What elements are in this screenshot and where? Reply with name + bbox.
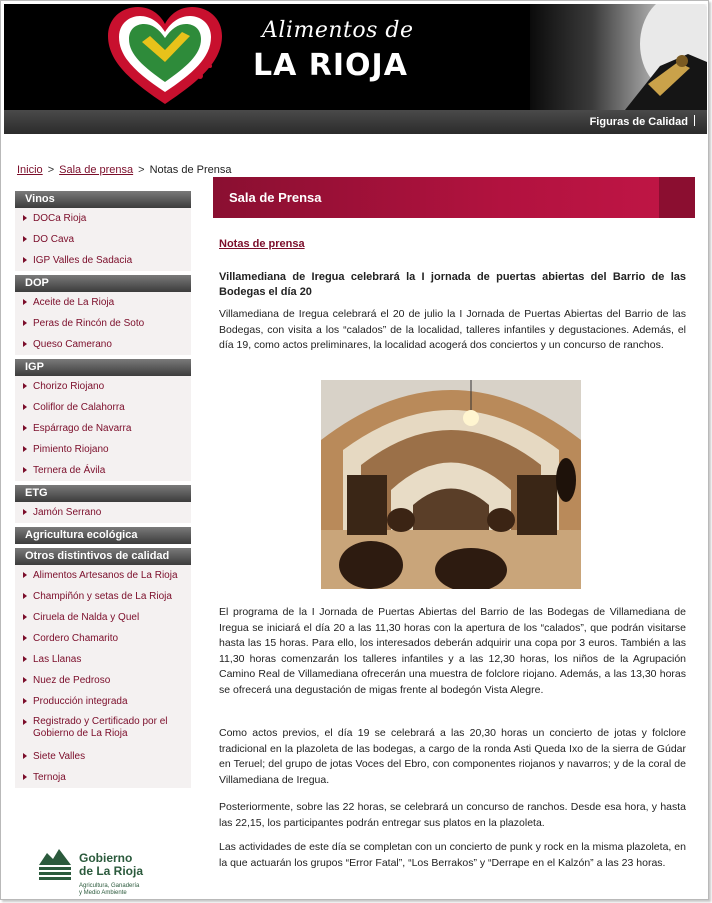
sidebar-item-las-llanas[interactable]: Las Llanas bbox=[15, 649, 191, 670]
article-paragraph: Villamediana de Iregua celebrará el 20 de julio la I Jornada de Puertas Abiertas del Barrio de las Bodegas, con visita a los “calados” de la localidad, talleres infantiles y degustaciones. Además, el día 19, como actos preliminares, la localidad acogerá dos conciertos y un concurso de ranchos. bbox=[219, 308, 686, 351]
breadcrumb-home-link[interactable]: Inicio bbox=[17, 164, 43, 176]
sidebar-item-siete-valles[interactable]: Siete Valles bbox=[15, 746, 191, 767]
heart-logo-icon[interactable] bbox=[102, 4, 228, 108]
wine-cellar-photo bbox=[321, 380, 581, 589]
sidebar-items-vinos bbox=[15, 208, 191, 271]
sidebar-item-doca-rioja[interactable]: DOCa Rioja bbox=[15, 208, 191, 229]
sidebar-category-agricultura-ecologica[interactable]: Agricultura ecológica bbox=[15, 527, 191, 544]
article-paragraph: Las actividades de este día se completan con un concierto de punk y rock en la misma plazoleta, en la que actuarán los grupos “Error Fatal”, “Los Berrakos” y “Derrape en el Kalzón” a las 23 horas. bbox=[219, 841, 686, 869]
sidebar-item-alimentos-artesanos[interactable]: Alimentos Artesanos de La Rioja bbox=[15, 565, 191, 586]
title-bar-tab bbox=[659, 177, 695, 218]
gobierno-name-line1: Gobierno bbox=[79, 851, 133, 865]
gobierno-name-line2: de La Rioja bbox=[79, 864, 144, 878]
page-title: Sala de Prensa bbox=[229, 190, 322, 205]
sidebar-item-queso-camerano[interactable]: Queso Camerano bbox=[15, 334, 191, 355]
bottle-illustration-icon bbox=[530, 4, 707, 110]
sidebar bbox=[15, 191, 191, 788]
sidebar-item-nuez-de-pedroso[interactable]: Nuez de Pedroso bbox=[15, 670, 191, 691]
article-headline: Villamediana de Iregua celebrará la I jornada de puertas abiertas del Barrio de las Bodegas el día 20 bbox=[219, 271, 686, 298]
wine-cellar-illustration-icon bbox=[321, 380, 581, 589]
sidebar-item-igp-valles-de-sadacia[interactable]: IGP Valles de Sadacia bbox=[15, 250, 191, 271]
brand-script-text: Alimentos de bbox=[262, 18, 414, 43]
sidebar-item-chorizo-riojano[interactable]: Chorizo Riojano bbox=[15, 376, 191, 397]
sidebar-items-otros bbox=[15, 565, 191, 788]
notas-de-prensa-link[interactable]: Notas de prensa bbox=[219, 238, 305, 250]
article-paragraph: El programa de la I Jornada de Puertas Abiertas del Barrio de las Bodegas de Villamediana de Iregua se iniciará el día 20 a las 11,30 horas con la apertura de los “calados”, que podrán visitarse hasta las 15 horas. Para ello, los interesados deberán adquirir una copa por 3 euros. También a las 11,30 horas comenzarán los talleres infantiles y a las 12,30 horas, los niños de la Agrupación Camino Real de Villamediana ofrecerán una muestra de folclore riojano. Además, a las 13,30 horas se ofrecerá una degustación de migas frente al bodegón Vista Alegre. bbox=[219, 606, 686, 696]
sidebar-item-jamon-serrano[interactable]: Jamón Serrano bbox=[15, 502, 191, 523]
breadcrumb-separator: > bbox=[47, 164, 55, 176]
sidebar-item-ternoja[interactable]: Ternoja bbox=[15, 767, 191, 788]
sidebar-item-pimiento-riojano[interactable]: Pimiento Riojano bbox=[15, 439, 191, 460]
sidebar-item-coliflor-de-calahorra[interactable]: Coliflor de Calahorra bbox=[15, 397, 191, 418]
sidebar-item-produccion-integrada[interactable]: Producción integrada bbox=[15, 691, 191, 712]
breadcrumb-current: Notas de Prensa bbox=[149, 164, 232, 176]
sidebar-items-igp bbox=[15, 376, 191, 481]
article-paragraph: Como actos previos, el día 19 se celebrará a las 20,30 horas un concierto de jotas y folclore tradicional en la plazoleta de las bodegas, a cargo de la ronda Asti Queda Ixo de la sierra de Gúdar en Teruel; del grupo de jotas Voces del Ebro, con componentes riojanos y navarros; y de la coral de Villamediana de Iregua. bbox=[219, 727, 686, 786]
sidebar-item-champinon-y-setas[interactable]: Champiñón y setas de La Rioja bbox=[15, 586, 191, 607]
sidebar-item-registrado-y-certificado[interactable]: Registrado y Certificado por el Gobierno de La Rioja bbox=[15, 712, 191, 746]
sidebar-category-etg[interactable]: ETG bbox=[15, 485, 191, 502]
gobierno-department bbox=[79, 883, 139, 897]
article-paragraph: Posteriormente, sobre las 22 horas, se celebrará un concurso de ranchos. Desde esa hora, y hasta las 22,15, los participantes podrán entregar sus platos en la plazoleta. bbox=[219, 801, 686, 829]
sidebar-item-do-cava[interactable]: DO Cava bbox=[15, 229, 191, 250]
sidebar-item-peras-de-rincon-de-soto[interactable]: Peras de Rincón de Soto bbox=[15, 313, 191, 334]
gobierno-emblem-icon bbox=[37, 845, 73, 881]
sidebar-category-igp[interactable]: IGP bbox=[15, 359, 191, 376]
sidebar-item-aceite-de-la-rioja[interactable]: Aceite de La Rioja bbox=[15, 292, 191, 313]
breadcrumb-section-link[interactable]: Sala de prensa bbox=[59, 164, 134, 176]
sidebar-items-dop bbox=[15, 292, 191, 355]
sidebar-items-etg bbox=[15, 502, 191, 523]
gobierno-de-la-rioja-logo[interactable] bbox=[37, 841, 167, 899]
section-title-bar bbox=[213, 177, 695, 218]
sidebar-item-esparrago-de-navarra[interactable]: Espárrago de Navarra bbox=[15, 418, 191, 439]
breadcrumb bbox=[17, 164, 232, 176]
sidebar-item-ciruela-de-nalda[interactable]: Ciruela de Nalda y Quel bbox=[15, 607, 191, 628]
brand-main-text[interactable]: LA RIOJA bbox=[253, 48, 408, 83]
gobierno-name bbox=[79, 852, 143, 878]
gobierno-department-line2: y Medio Ambiente bbox=[79, 890, 127, 896]
header-nav-bar bbox=[4, 110, 707, 134]
sidebar-item-cordero-chamarito[interactable]: Cordero Chamarito bbox=[15, 628, 191, 649]
figuras-de-calidad-link[interactable]: Figuras de Calidad bbox=[590, 115, 695, 128]
sidebar-item-ternera-de-avila[interactable]: Ternera de Ávila bbox=[15, 460, 191, 481]
gobierno-department-line1: Agricultura, Ganadería bbox=[79, 883, 140, 889]
champagne-bottle-image bbox=[530, 4, 707, 110]
sidebar-category-vinos[interactable]: Vinos bbox=[15, 191, 191, 208]
sidebar-category-dop[interactable]: DOP bbox=[15, 275, 191, 292]
breadcrumb-separator: > bbox=[138, 164, 145, 176]
sidebar-category-otros-distintivos[interactable]: Otros distintivos de calidad bbox=[15, 548, 191, 565]
site-header bbox=[4, 4, 707, 110]
